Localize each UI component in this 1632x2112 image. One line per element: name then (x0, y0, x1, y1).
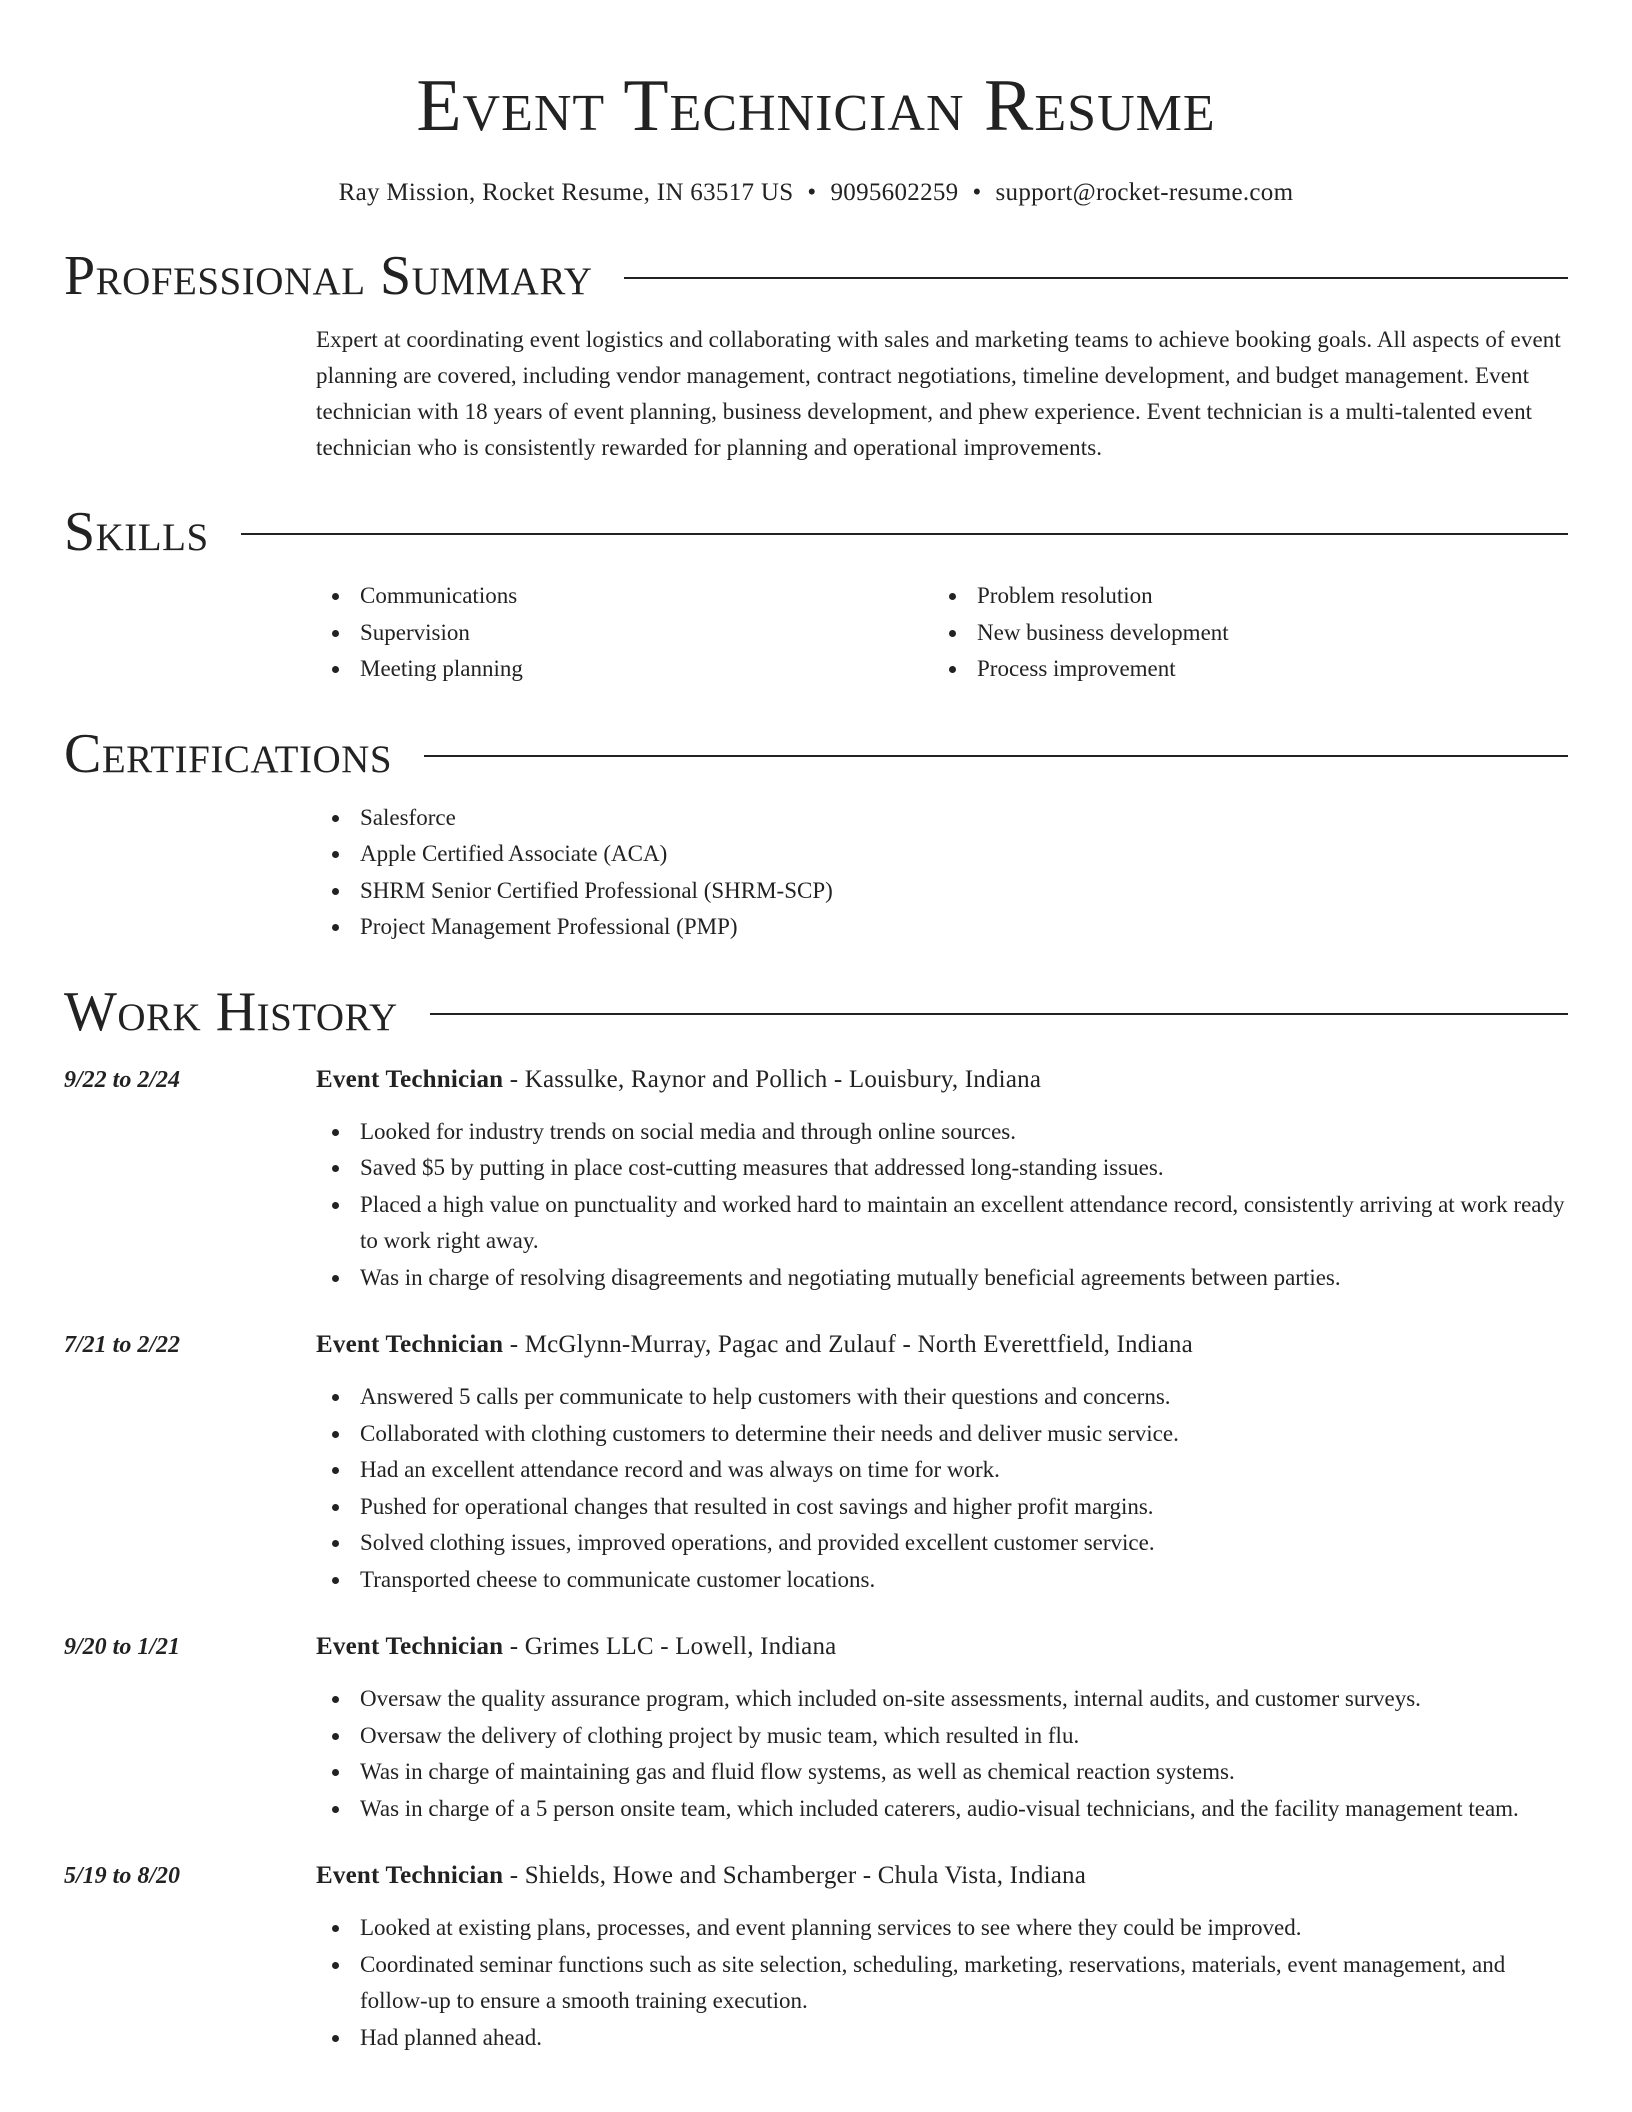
certifications-section-header (64, 722, 1568, 786)
section-divider (624, 277, 1568, 279)
skill-item: Communications (316, 578, 933, 615)
job-bullets (316, 1114, 1568, 1297)
summary-section-header (64, 244, 1568, 308)
job-bullet: Was in charge of maintaining gas and fluid flow systems, as well as chemical reaction systems. (316, 1754, 1568, 1791)
contact-separator: • (972, 179, 982, 206)
certification-item: Project Management Professional (PMP) (316, 909, 1568, 946)
job-heading (316, 1858, 1568, 1894)
job-body (316, 1629, 1568, 1827)
section-divider (430, 1013, 1568, 1015)
job-body (316, 1062, 1568, 1297)
job-title: Event Technician (316, 1331, 504, 1358)
job-dates: 7/21 to 2/22 (64, 1332, 181, 1358)
skills-column-left (316, 578, 933, 688)
job-bullet: Placed a high value on punctuality and worked hard to maintain an excellent attendance record, consistently arriving at work ready to work right away. (316, 1187, 1568, 1260)
job-bullet: Looked at existing plans, processes, and event planning services to see where they could be improved. (316, 1910, 1568, 1947)
certifications-heading: Certifications (64, 722, 393, 785)
skills-list (316, 578, 1568, 688)
work-history-list (64, 1062, 1568, 2057)
job-bullet: Had an excellent attendance record and was always on time for work. (316, 1452, 1568, 1489)
summary-heading: Professional Summary (64, 245, 593, 307)
work-history-section-header (64, 980, 1568, 1044)
job-bullet: Saved $5 by putting in place cost-cutting measures that addressed long-standing issues. (316, 1150, 1568, 1187)
summary-text: Expert at coordinating event logistics and collaborating with sales and marketing teams to achieve booking goals. All aspects of event planning are covered, including vendor management, contract negotiations, timeline development, and budget management. Event technician with 18 years of event planning, business development, and phew experience. Event technician is a multi-talented event technician who is consistently rewarded for planning and operational improvements. (316, 327, 1561, 460)
job-bullet: Pushed for operational changes that resulted in cost savings and higher profit margins. (316, 1489, 1568, 1526)
job-entry (64, 1858, 1568, 2056)
job-bullet: Oversaw the quality assurance program, which included on-site assessments, internal audits, and customer surveys. (316, 1681, 1568, 1718)
contact-line (64, 176, 1568, 210)
work-history-heading: Work History (64, 980, 398, 1043)
job-heading (316, 1629, 1568, 1665)
skills-section-header (64, 500, 1568, 564)
job-heading (316, 1062, 1568, 1098)
skills-heading: Skills (64, 501, 209, 563)
job-bullet: Had planned ahead. (316, 2020, 1568, 2057)
skill-item: Process improvement (933, 651, 1550, 688)
job-bullet: Looked for industry trends on social media and through online sources. (316, 1114, 1568, 1151)
job-bullet: Oversaw the delivery of clothing project by music team, which resulted in flu. (316, 1718, 1568, 1755)
certification-item: SHRM Senior Certified Professional (SHRM-SCP) (316, 873, 1568, 910)
skills-column-right (933, 578, 1550, 688)
job-employer-location: - McGlynn-Murray, Pagac and Zulauf - North Everettfield, Indiana (503, 1331, 1193, 1358)
section-divider (241, 533, 1568, 535)
job-employer-location: - Shields, Howe and Schamberger - Chula Vista, Indiana (503, 1862, 1087, 1889)
job-dates: 9/22 to 2/24 (64, 1066, 181, 1093)
job-title: Event Technician (316, 1633, 504, 1660)
job-entry (64, 1062, 1568, 1297)
certification-item: Salesforce (316, 800, 1568, 837)
job-dates: 9/20 to 1/21 (64, 1634, 181, 1660)
job-employer-location: - Grimes LLC - Lowell, Indiana (503, 1633, 837, 1660)
job-bullet: Was in charge of a 5 person onsite team, which included caterers, audio-visual technicians, and the facility management team. (316, 1791, 1568, 1828)
skill-item: Supervision (316, 615, 933, 652)
skill-item: Problem resolution (933, 578, 1550, 615)
skill-item: New business development (933, 615, 1550, 652)
job-employer-location: - Kassulke, Raynor and Pollich - Louisbury, Indiana (503, 1065, 1042, 1093)
job-title: Event Technician (316, 1065, 504, 1093)
job-bullet: Coordinated seminar functions such as site selection, scheduling, marketing, reservations, materials, event management, and follow-up to ensure a smooth training execution. (316, 1947, 1568, 2020)
contact-phone: 9095602259 (830, 179, 959, 206)
skill-item: Meeting planning (316, 651, 933, 688)
contact-separator: • (807, 179, 817, 206)
job-bullet: Answered 5 calls per communicate to help customers with their questions and concerns. (316, 1379, 1568, 1416)
contact-address: Ray Mission, Rocket Resume, IN 63517 US (338, 179, 794, 206)
job-entry (64, 1327, 1568, 1598)
job-body (316, 1327, 1568, 1598)
contact-email: support@rocket-resume.com (995, 179, 1294, 206)
job-title: Event Technician (316, 1862, 504, 1889)
job-bullets (316, 1910, 1568, 2056)
job-bullet: Was in charge of resolving disagreements and negotiating mutually beneficial agreements between parties. (316, 1260, 1568, 1297)
job-body (316, 1858, 1568, 2056)
job-bullets (316, 1379, 1568, 1598)
certification-item: Apple Certified Associate (ACA) (316, 836, 1568, 873)
job-bullet: Collaborated with clothing customers to determine their needs and deliver music service. (316, 1416, 1568, 1453)
job-dates: 5/19 to 8/20 (64, 1863, 181, 1889)
certifications-list (316, 800, 1568, 946)
job-heading (316, 1327, 1568, 1363)
resume-title: Event Technician Resume (416, 65, 1216, 147)
job-bullet: Solved clothing issues, improved operations, and provided excellent customer service. (316, 1525, 1568, 1562)
section-divider (424, 755, 1568, 757)
job-entry (64, 1629, 1568, 1827)
job-bullet: Transported cheese to communicate customer locations. (316, 1562, 1568, 1599)
job-bullets (316, 1681, 1568, 1827)
